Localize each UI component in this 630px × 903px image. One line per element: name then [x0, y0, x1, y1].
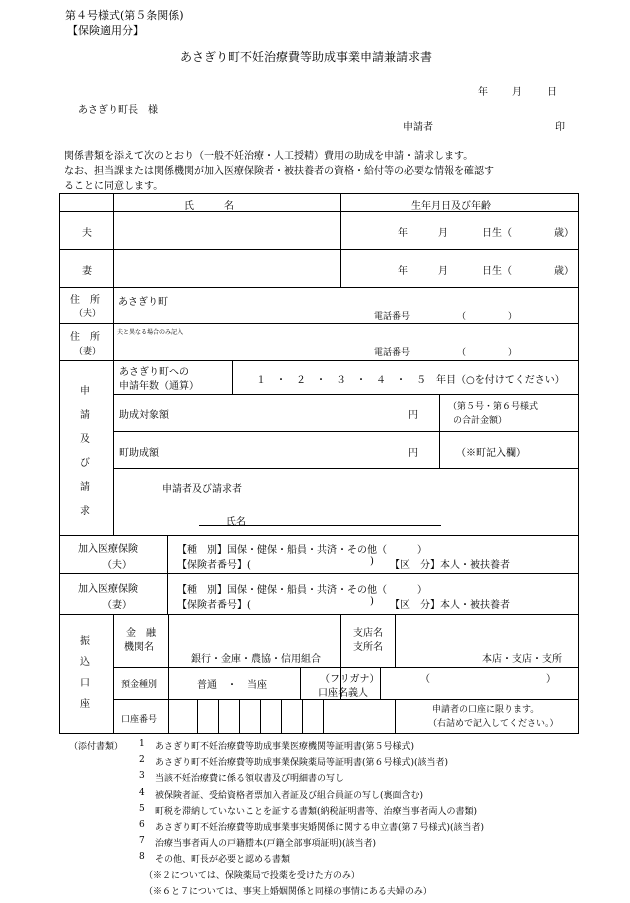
bank-types[interactable]: 銀行・金庫・農協・信用組合 — [191, 654, 321, 665]
insurance-husband-sub: （夫） — [102, 560, 132, 571]
phone-wife-open: （ — [457, 348, 467, 358]
insurance-wife-number[interactable]: 【保険者番号】( — [177, 600, 251, 611]
apply-label-char: 求 — [80, 506, 90, 517]
wife-label: 妻 — [82, 266, 92, 277]
col-birth-header: 生年月日及び年齢 — [411, 201, 491, 212]
bank-label-char: 口 — [80, 678, 90, 689]
attachment-text: あさぎり町不妊治療費等助成事業医療機関等証明書(第５号様式) — [155, 742, 415, 752]
date-month: 月 — [512, 87, 522, 98]
row-line — [113, 431, 579, 432]
attachment-text: 治療当事者両人の戸籍謄本(戸籍全部事項証明)(該当者) — [155, 839, 377, 849]
attachment-num: 3 — [139, 771, 145, 781]
account-box-line — [281, 699, 282, 734]
husband-birth-month: 月 — [438, 228, 448, 239]
wife-birth-year: 年 — [398, 266, 408, 277]
town-amount-note: （※町記入欄） — [456, 448, 526, 459]
wife-name-field[interactable] — [114, 250, 339, 286]
phone-husband-open: （ — [457, 312, 467, 322]
col-line — [300, 667, 301, 699]
holder-kana-close: ） — [546, 674, 556, 685]
bank-name-label-1: 金 融 — [126, 628, 156, 639]
claimant-name-line — [199, 525, 441, 526]
form-number: 第４号様式(第５条関係) — [65, 9, 184, 22]
col-line — [232, 360, 233, 394]
insurance-husband-category[interactable]: 【区 分】本人・被扶養者 — [390, 560, 510, 571]
col-line — [168, 614, 169, 734]
row-line — [113, 468, 579, 469]
insurance-husband-label: 加入医療保険 — [78, 544, 138, 555]
phone-wife-label: 電話番号 — [374, 348, 411, 358]
attachment-text: 被保険者証、受給資格者票加入者証及び組合員証の写し(裏面含む) — [155, 791, 424, 801]
years-label-1: あさぎり町への — [119, 367, 189, 378]
insurance-tag: 【保険適用分】 — [67, 24, 144, 37]
address-husband-value: あさぎり町 — [118, 297, 168, 308]
row-line — [59, 287, 579, 288]
attachment-num: 5 — [139, 804, 145, 814]
attachment-note-2: （※６と７については、事実上婚姻関係と同様の事情にある夫婦のみ） — [144, 887, 432, 897]
holder-kana-label: （フリガナ） — [320, 674, 380, 685]
attachment-text: あさぎり町不妊治療費等助成事業保険薬局等証明書(第６号様式)(該当者) — [155, 758, 449, 768]
apply-label-char: び — [80, 458, 90, 469]
claimant-label: 申請者及び請求者 — [162, 484, 242, 495]
intro-line-1: 関係書類を添えて次のとおり（一般不妊治療・人工授精）費用の助成を申請・請求します。 — [64, 151, 474, 162]
intro-line-2: なお、担当課または関係機関が加入医療保険者・被扶養者の資格・給付等の必要な情報を確認す — [64, 166, 494, 177]
wife-age: 歳） — [554, 266, 574, 277]
account-note-1: 申請者の口座に限ります。 — [432, 705, 540, 715]
date-day: 日 — [547, 87, 557, 98]
insurance-wife-label: 加入医療保険 — [78, 584, 138, 595]
branch-types[interactable]: 本店・支店・支所 — [482, 654, 562, 665]
attachment-text: 当該不妊治療費に係る領収書及び明細書の写し — [155, 774, 345, 784]
insurance-wife-number-close: ) — [370, 596, 374, 607]
wife-birth-month: 月 — [438, 266, 448, 277]
col-name-header: 氏 名 — [184, 201, 234, 212]
insurance-wife-type[interactable]: 【種 別】国保・健保・船員・共済・その他（ ） — [177, 585, 427, 596]
husband-name-field[interactable] — [114, 212, 339, 248]
account-box-line — [323, 699, 324, 734]
branch-label-2: 支所名 — [353, 642, 383, 653]
col-line — [167, 535, 168, 614]
bank-label-char: 込 — [80, 657, 90, 668]
row-line — [59, 323, 579, 324]
row-line — [113, 394, 579, 395]
insurance-wife-sub: （妻） — [102, 600, 132, 611]
attachments-label: （添付書類） — [69, 742, 124, 752]
address-wife-note: 夫と異なる場合のみ記入 — [117, 329, 184, 336]
bank-label-char: 振 — [80, 636, 90, 647]
account-note-2: （右詰めで記入してください。） — [428, 719, 559, 729]
row-line — [113, 699, 579, 700]
apply-label-char: 請 — [80, 482, 90, 493]
attachment-num: 7 — [139, 836, 145, 846]
insurance-husband-number[interactable]: 【保険者番号】( — [177, 560, 251, 571]
address-wife-sub: （妻） — [74, 347, 102, 357]
apply-label-char: 請 — [80, 410, 90, 421]
attachment-text: その他、町長が必要と認める書類 — [155, 855, 291, 865]
account-box-line — [197, 699, 198, 734]
account-box-line — [395, 699, 396, 734]
account-box-line — [302, 699, 303, 734]
phone-husband-close: ） — [508, 312, 518, 322]
husband-birth-day: 日生（ — [482, 228, 512, 239]
address-wife-label: 住 所 — [70, 332, 100, 343]
insurance-wife-category[interactable]: 【区 分】本人・被扶養者 — [390, 600, 510, 611]
husband-age: 歳） — [554, 228, 574, 239]
husband-label: 夫 — [82, 228, 92, 239]
phone-wife-close: ） — [508, 348, 518, 358]
row-line — [59, 573, 579, 574]
col-line — [340, 193, 341, 287]
attachment-text: あさぎり町不妊治療費等助成事業事実婚関係に関する申立書(第７号様式)(該当者) — [155, 823, 485, 833]
attachment-num: 1 — [139, 739, 145, 749]
husband-birth-year: 年 — [398, 228, 408, 239]
phone-husband-label: 電話番号 — [374, 312, 411, 322]
insurance-husband-type[interactable]: 【種 別】国保・健保・船員・共済・その他（ ） — [177, 545, 427, 556]
address-husband-label: 住 所 — [70, 295, 100, 306]
col-line — [395, 614, 396, 667]
row-line — [113, 667, 579, 668]
town-amount-yen: 円 — [408, 448, 418, 459]
target-amount-yen: 円 — [408, 410, 418, 421]
document-title: あさぎり町不妊治療費等助成事業申請兼請求書 — [180, 50, 433, 64]
attachment-note-1: （※２については、保険薬局で投薬を受けた方のみ） — [144, 871, 360, 881]
account-number-label: 口座番号 — [121, 715, 158, 725]
bank-name-label-2: 機関名 — [124, 642, 154, 653]
town-amount-label: 町助成額 — [119, 448, 159, 459]
deposit-type-label: 預金種別 — [121, 680, 158, 690]
addressee: あさぎり町長 様 — [78, 105, 158, 116]
seal-label: 印 — [555, 122, 565, 133]
holder-kana-open: （ — [420, 674, 430, 685]
applicant-label: 申請者 — [403, 122, 433, 133]
attachment-num: 8 — [139, 852, 145, 862]
bank-label-char: 座 — [80, 699, 90, 710]
row-line — [59, 360, 579, 361]
deposit-type-options[interactable]: 普通 ・ 当座 — [197, 680, 267, 691]
target-note-1: （第５号・第６号様式 — [448, 402, 539, 412]
apply-label-char: 及 — [80, 434, 90, 445]
years-label-2: 申請年数（通算） — [119, 381, 199, 392]
target-note-2: の合計金額） — [453, 416, 508, 426]
row-line — [59, 614, 579, 615]
account-box-line — [239, 699, 240, 734]
col-line — [113, 614, 114, 734]
attachment-num: 4 — [139, 788, 145, 798]
insurance-husband-number-close: ) — [370, 556, 374, 567]
date-year: 年 — [478, 87, 488, 98]
wife-birth-day: 日生（ — [482, 266, 512, 277]
account-box-line — [218, 699, 219, 734]
col-line — [380, 667, 381, 699]
row-line — [59, 535, 579, 536]
account-box-line — [260, 699, 261, 734]
attachment-num: 2 — [139, 755, 145, 765]
address-husband-sub: （夫） — [74, 309, 102, 319]
apply-label-char: 申 — [80, 386, 90, 397]
intro-line-3: ることに同意します。 — [64, 181, 164, 192]
target-amount-label: 助成対象額 — [119, 410, 169, 421]
attachment-num: 6 — [139, 820, 145, 830]
holder-label: 口座名義人 — [318, 688, 368, 699]
claimant-name-label: 氏名 — [226, 517, 246, 528]
years-options[interactable]: １ ・ ２ ・ ３ ・ ４ ・ ５ 年目（○を付けてください） — [256, 375, 565, 386]
attachment-text: 町税を滞納していないことを証する書類(納税証明書等、治療当事者両人の書類) — [155, 807, 478, 817]
col-line — [439, 394, 440, 468]
branch-label-1: 支店名 — [353, 628, 383, 639]
